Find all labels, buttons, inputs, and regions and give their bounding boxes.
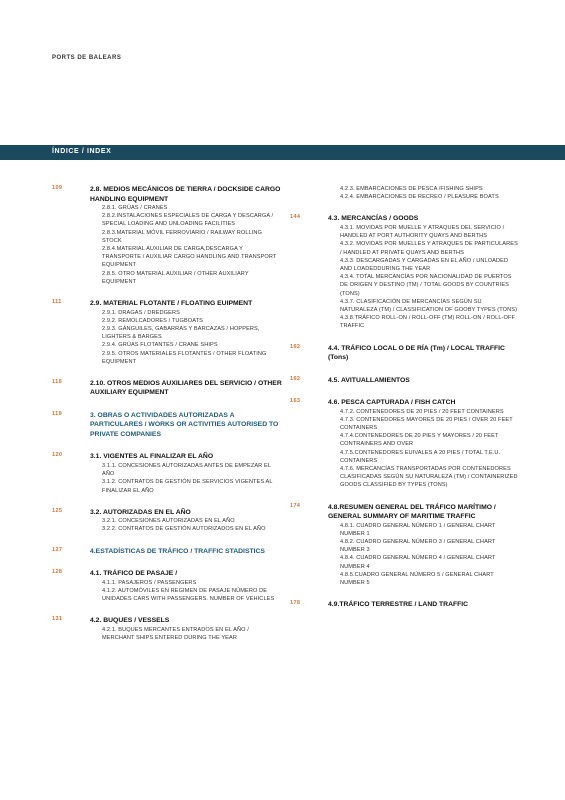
toc-section: [52, 185, 282, 286]
page-number: 120: [52, 452, 63, 459]
section-title[interactable]: 4.1. TRÁFICO DE PASAJE /: [90, 570, 178, 578]
section-title[interactable]: 4.4. TRÁFICO LOCAL O DE RÍA (Tm) / LOCAL TRAFFIC (Tons): [328, 344, 505, 362]
subsection-item[interactable]: 4.8.1. CUADRO GENERAL NÚMERO 1 / GENERAL CHART NUMBER 1: [340, 522, 496, 537]
toc-section: [290, 344, 520, 363]
subsection-item[interactable]: 4.8.5.CUADRO GENERAL NÚMERO 5 / GENERAL CHART NUMBER 5: [340, 571, 494, 586]
subsection-item[interactable]: 4.3.1. MOVIDAS POR MUELLE Y ATRAQUES DEL SERVICIO / HANDLED AT PORT AUTHORITY QUAYS AND BERTHS: [340, 224, 505, 240]
section-title[interactable]: 3.2. AUTORIZADAS EN EL AÑO: [90, 508, 191, 516]
section-title[interactable]: 4.9.TRÁFICO TERRESTRE / LAND TRAFFIC: [328, 601, 469, 609]
toc-section: [52, 452, 282, 494]
subsection-item[interactable]: 2.8.2.INSTALACIONES ESPECIALES DE CARGA Y DESCARGA / SPECIAL LOADING AND UNLOADING FACILITIES: [102, 213, 274, 228]
page-number: 116: [52, 378, 63, 385]
subsection-item[interactable]: 4.2.3. EMBARCACIONES DE PESCA /FISHING SHIPS: [340, 186, 483, 192]
page-number: 163: [290, 398, 301, 405]
subsection-item[interactable]: 4.7.2. CONTENEDORES DE 20 PIES / 20 FEET CONTAINERS: [340, 408, 504, 415]
section-title[interactable]: 4.3. MERCANCÍAS / GOODS: [328, 215, 419, 223]
page-number: 174: [290, 502, 301, 509]
section-title[interactable]: 3.1. VIGENTES AL FINALIZAR EL AÑO: [90, 453, 214, 461]
toc-section: [290, 398, 520, 490]
subsection-item[interactable]: 2.9.1. DRAGAS / DREDGERS: [102, 309, 180, 316]
page-number: 128: [52, 569, 63, 576]
subsection-item[interactable]: 4.7.5.CONTENEDORES EUIVALES A 20 PIES / TOTAL T.E.U. CONTAINERS: [340, 449, 501, 464]
subsection-item[interactable]: 2.8.4.MATERIAL AUXILIAR DE CARGA,DESCARGA Y TRANSPORTE / AUXILIAR CARGO HANDLING AND TRANSPORT EQUIPMENT: [102, 246, 277, 269]
subsection-item[interactable]: 2.9.3. GÁNGUILES, GABARRAS Y BARCAZAS / HOPPERS, LIGHTERS & BARGES: [102, 325, 260, 341]
index-title: ÍNDICE / INDEX: [52, 148, 112, 155]
subsection-item[interactable]: 4.3.7. CLASIFICACIÓN DE MERCANCÍAS SEGÚN SU NATURALEZA (TM) / CLASSIFICATION OF GOOBY TYPES (TONS): [340, 298, 518, 313]
toc-section: [290, 185, 520, 201]
section-title[interactable]: 4.8.RESUMEN GENERAL DEL TRÁFICO MARÍTIMO / GENERAL SUMMARY OF MARITIME TRAFFIC: [328, 503, 496, 521]
subsection-item[interactable]: 2.8.1. GRÚAS / CRANES: [102, 205, 168, 211]
section-title[interactable]: 2.10. OTROS MEDIOS AUXILIARES DEL SERVICIO / OTHER AUXILIARY EQUIPMENT: [90, 379, 282, 397]
section-title[interactable]: 4.6. PESCA CAPTURADA / FISH CATCH: [328, 399, 456, 407]
toc-section: [52, 547, 282, 557]
subsection-item[interactable]: 2.9.2. REMOLCADORES / TUGBOATS: [102, 317, 204, 324]
page-number: 144: [290, 214, 301, 221]
subsection-item[interactable]: 2.8.3.MATERIAL MÓVIL FERROVIARIO / RAILWAY ROLLING STOCK: [102, 229, 263, 244]
subsection-item[interactable]: 4.7.4.CONTENEDORES DE 20 PIES Y MAYORES / 20 FEET CONTRAINERS AND OVER: [340, 433, 499, 448]
page-number: 178: [290, 600, 301, 607]
toc-section: [52, 508, 282, 534]
page-number: 119: [52, 410, 63, 417]
toc-section: [290, 503, 520, 588]
section-title[interactable]: 4.ESTADÍSTICAS DE TRÁFICO / TRAFFIC STADISTICS: [90, 547, 265, 555]
subsection-item[interactable]: 3.1.2. CONTRATOS DE GESTIÓN DE SERVICIOS VIGENTES AL FINALIZAR EL AÑO: [102, 479, 273, 494]
page-number: 127: [52, 546, 63, 553]
subsection-item[interactable]: 4.3.3. DESCARGADAS Y CARGADAS EN EL AÑO / UNLOADED AND LOADEDDURING THE YEAR: [340, 257, 509, 272]
subsection-item[interactable]: 4.2.4. EMBARCACIONES DE RECREO / PLEASURE BOATS: [340, 194, 499, 201]
subsection-item[interactable]: 4.1.2. AUTOMÓVILES EN REGIMEN DE PASAJE NÚMERO DE UNIDADES CARS WITH PASSENGERS. NUMBER OF VEHICLES: [102, 587, 275, 603]
subsection-item[interactable]: 4.1.1. PASAJEROS / PASSENGERS: [102, 579, 197, 586]
toc-section: [52, 379, 282, 398]
page-number: 109: [52, 185, 63, 191]
subsection-item[interactable]: 4.7.6. MERCANCÍAS TRANSPORTADAS POR CONTENEDORES CLASIFICADAS SEGÚN SU NATURALEZA (TM) / CONTAINERIZED GOODS CLASSIFIED BY TYPES (TONS): [340, 465, 518, 489]
toc-right-column: [290, 185, 520, 623]
toc-section: [290, 214, 520, 330]
subsection-item[interactable]: 4.8.4. CUADRO GENERAL NÚMERO 4 / GENERAL CHART NUMBER 4: [340, 555, 496, 570]
subsection-item[interactable]: 2.8.5. OTRO MATERIAL AUXILIAR / OTHER AUXILIARY EQUIPMENT: [102, 270, 249, 285]
toc-section: [52, 411, 282, 440]
toc-left-column: [52, 185, 282, 655]
subsection-item[interactable]: 3.2.2. CONTRATOS DE GESTIÓN AUTORIZADOS EN EL AÑO: [102, 526, 266, 533]
page-number: 111: [52, 299, 62, 306]
subsection-item[interactable]: 4.3.2. MOVIDAS POR MUELLES Y ATRAQUES DE PARTICULARES / HANDLED AT PRIVATE QUAYS AND BERTHS: [340, 241, 518, 256]
toc-section: [52, 569, 282, 603]
section-title[interactable]: 4.2. BUQUES / VESSELS: [90, 617, 170, 625]
section-title[interactable]: 2.8. MEDIOS MECÁNICOS DE TIERRA / DOCKSIDE CARGO HANDLING EQUIPMENT: [90, 186, 281, 203]
section-title[interactable]: 3. OBRAS O ACTIVIDADES AUTORIZADAS A PARTICULARES / WORKS OR ACTIVITIES AUTORISED TO PRIVATE COMPANIES: [90, 411, 279, 438]
page-number: 125: [52, 507, 63, 514]
subsection-item[interactable]: 3.1.1. CONCESIONES AUTORIZADAS ANTES DE EMPEZAR EL AÑO: [102, 462, 271, 478]
subsection-item[interactable]: 4.3.8.TRÁFICO ROLL-ON / ROLL-OFF (TM) ROLL-ON / ROLL-OFF TRAFFIC: [340, 315, 515, 330]
subsection-item[interactable]: 2.9.5. OTROS MATERIALES FLOTANTES / OTHER FLOATING EQUIPMENT: [102, 350, 267, 365]
section-title[interactable]: 4.5. AVITUALLAMIENTOS: [328, 376, 410, 384]
subsection-item[interactable]: 4.8.2. CUADRO GENERAL NÚMERO 3 / GENERAL CHART NUMBER 3: [340, 538, 496, 554]
toc-section: [290, 600, 520, 610]
subsection-item[interactable]: 4.2.1. BUQUES MERCANTES ENTRADOS EN EL AÑO / MERCHANT SHIPS ENTERED DURING THE YEAR: [102, 626, 249, 641]
subsection-item[interactable]: 2.9.4. GRÚAS FLOTANTES / CRANE SHIPS: [102, 342, 218, 349]
page-number: 131: [52, 616, 63, 623]
page-number: 162: [290, 375, 301, 382]
toc-section: [52, 616, 282, 642]
section-title[interactable]: 2.9. MATERIAL FLOTANTE / FLOATING EUIPMENT: [90, 300, 253, 308]
subsection-item[interactable]: 4.3.4. TOTAL MERCANCÍAS POR NACIONALIDAD DE PUERTOS DE ORIGEN Y DESTINO (TM) / TOTAL GOODS BY COUNTRIES (TONS): [340, 274, 512, 297]
page-number: 162: [290, 343, 301, 350]
brand-header: PORTS DE BALEARS: [52, 55, 122, 61]
toc-section: [52, 299, 282, 366]
subsection-item[interactable]: 4.7.3. CONTENEDORES MAYORES DE 20 PIES / OVER 20 FEET CONTAINERS: [340, 416, 513, 431]
toc-section: [290, 376, 520, 386]
subsection-item[interactable]: 3.2.1. CONCESIONES AUTORIZADAS EN EL AÑO: [102, 518, 235, 525]
